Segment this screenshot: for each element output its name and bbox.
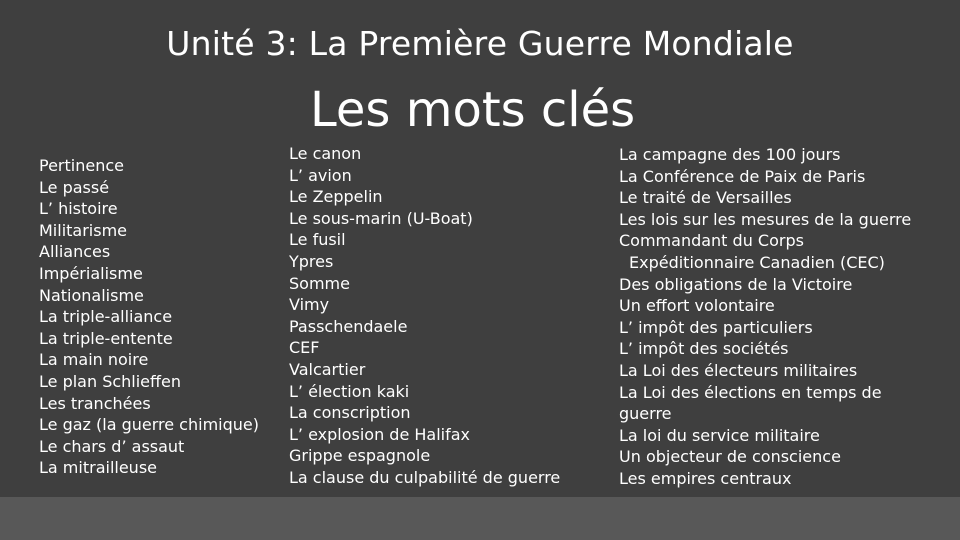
- keyword-item: Le plan Schlieffen: [39, 371, 182, 391]
- keyword-item: Le chars d’ assaut: [39, 436, 185, 456]
- keyword-item: Les lois sur les mesures de la guerre: [619, 209, 912, 229]
- keyword-item: Les tranchées: [39, 393, 151, 413]
- keyword-item: L’ histoire: [39, 199, 118, 219]
- keyword-item: Le gaz (la guerre chimique): [39, 415, 259, 435]
- keyword-item: L’ élection kaki: [289, 381, 410, 401]
- keyword-item: Un objecteur de conscience: [619, 447, 841, 467]
- keyword-item: La main noire: [39, 350, 149, 370]
- keyword-item: L’ explosion de Halifax: [289, 424, 471, 444]
- keyword-item: Impérialisme: [39, 263, 143, 283]
- keyword-item: Les empires centraux: [619, 468, 792, 488]
- keywords-column-right: [619, 144, 911, 490]
- keyword-item: Expéditionnaire Canadien (CEC): [629, 252, 885, 272]
- slide-subtitle: Les mots clés: [310, 82, 636, 138]
- keyword-item: La Loi des électeurs militaires: [619, 360, 858, 380]
- keyword-item: Grippe espagnole: [289, 446, 431, 466]
- keyword-item: Un effort volontaire: [619, 296, 775, 316]
- footer-band: [0, 497, 960, 540]
- keyword-item: L’ impôt des sociétés: [619, 339, 789, 359]
- keyword-item: La Loi des élections en temps de: [619, 382, 882, 402]
- keyword-item: Des obligations de la Victoire: [619, 274, 853, 294]
- keyword-item: Le passé: [39, 177, 110, 197]
- keyword-item: Pertinence: [39, 156, 124, 175]
- keyword-item: La loi du service militaire: [619, 425, 820, 445]
- keyword-item: Le Zeppelin: [289, 187, 383, 207]
- keyword-item: Valcartier: [289, 359, 366, 379]
- keyword-item: Nationalisme: [39, 285, 144, 305]
- keyword-item: CEF: [289, 338, 320, 358]
- keyword-item: Le fusil: [289, 230, 346, 250]
- keyword-item: La mitrailleuse: [39, 458, 157, 478]
- keywords-column-left: [39, 155, 259, 479]
- keyword-item: Vimy: [289, 295, 330, 315]
- keyword-item: Le canon: [289, 144, 362, 163]
- keyword-item: L’ avion: [289, 165, 352, 185]
- keyword-item: Alliances: [39, 242, 111, 262]
- keyword-item: Passchendaele: [289, 316, 408, 336]
- keyword-item: guerre: [619, 404, 672, 424]
- keywords-column-middle: [289, 143, 560, 489]
- keyword-item: La Conférence de Paix de Paris: [619, 166, 866, 186]
- keyword-item: La campagne des 100 jours: [619, 145, 841, 164]
- keyword-item: Le sous-marin (U-Boat): [289, 208, 473, 228]
- keyword-item: Commandant du Corps: [619, 231, 804, 251]
- keyword-item: Le traité de Versailles: [619, 188, 792, 208]
- keyword-item: Ypres: [289, 251, 334, 271]
- keyword-item: Militarisme: [39, 220, 128, 240]
- keyword-item: La triple-alliance: [39, 307, 173, 327]
- keyword-item: L’ impôt des particuliers: [619, 317, 813, 337]
- keyword-item: Somme: [289, 273, 350, 293]
- keyword-item: La triple-entente: [39, 328, 173, 348]
- slide-title: Unité 3: La Première Guerre Mondiale: [166, 24, 794, 63]
- keyword-item: La clause du culpabilité de guerre: [289, 467, 561, 487]
- keyword-item: La conscription: [289, 403, 411, 423]
